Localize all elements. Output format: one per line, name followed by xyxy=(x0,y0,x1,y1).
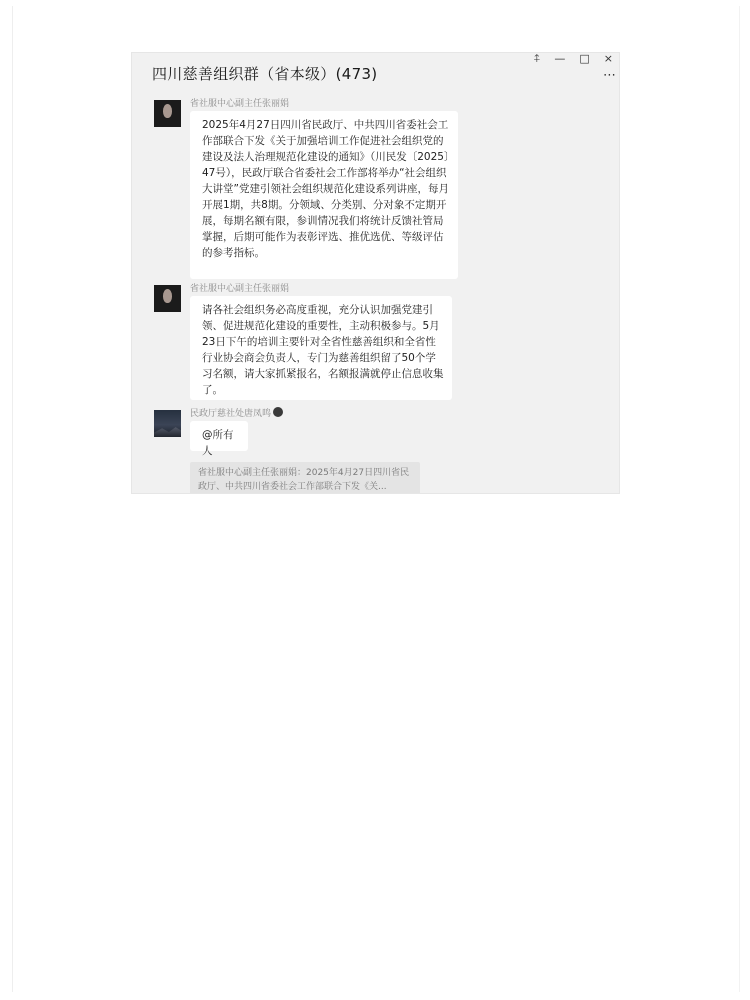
pin-icon[interactable]: ⍏ xyxy=(533,52,541,65)
group-title: 四川慈善组织群（省本级）(473) xyxy=(152,65,378,83)
portrait-avatar-icon xyxy=(163,289,172,303)
group-badge-icon xyxy=(273,407,283,417)
sender-avatar[interactable] xyxy=(154,285,181,312)
message-bubble[interactable]: 请各社会组织务必高度重视，充分认识加强党建引领、促进规范化建设的重要性，主动积极参与。5月23日下午的培训主要针对全省性慈善组织和全省性行业协会商会负责人，专门为慈善组织留了50个学习名额，请大家抓紧报名，名额报满就停止信息收集了。 xyxy=(190,296,452,400)
portrait-avatar-icon xyxy=(163,104,172,118)
landscape-avatar-icon xyxy=(154,426,181,437)
sender-name-row xyxy=(190,406,283,419)
quoted-message[interactable]: 省社服中心副主任张丽娟：2025年4月27日四川省民政厅、中共四川省委社会工作部联合下发《关... xyxy=(190,462,420,494)
more-options-icon[interactable]: ⋯ xyxy=(603,68,617,83)
maximize-icon[interactable]: □ xyxy=(579,52,590,65)
window-controls xyxy=(534,53,613,65)
close-icon[interactable]: × xyxy=(603,52,613,65)
minimize-icon[interactable]: — xyxy=(554,52,566,65)
message-bubble[interactable]: 2025年4月27日四川省民政厅、中共四川省委社会工作部联合下发《关于加强培训工作促进社会组织党的建设及法人治理规范化建设的通知》（川民发〔2025〕47号），民政厅联合省委社会工作部将举办“社会组织大讲堂”党建引领社会组织规范化建设系列讲座，每月开展1期，共8期。分领域、分类别、分对象不定期开展，每期名额有限，参训情况我们将统计反馈社管局掌握，后期可能作为表彰评选、推优选优、等级评估的参考指标。 xyxy=(190,111,458,279)
sender-avatar[interactable] xyxy=(154,410,181,437)
message-bubble[interactable]: @所有人 xyxy=(190,421,248,451)
sender-name: 民政厅慈社处唐凤鸣 xyxy=(190,409,272,419)
sender-name: 省社服中心副主任张丽娟 xyxy=(190,99,290,109)
sender-avatar[interactable] xyxy=(154,100,181,127)
chat-window xyxy=(131,52,620,494)
sender-name: 省社服中心副主任张丽娟 xyxy=(190,284,290,294)
